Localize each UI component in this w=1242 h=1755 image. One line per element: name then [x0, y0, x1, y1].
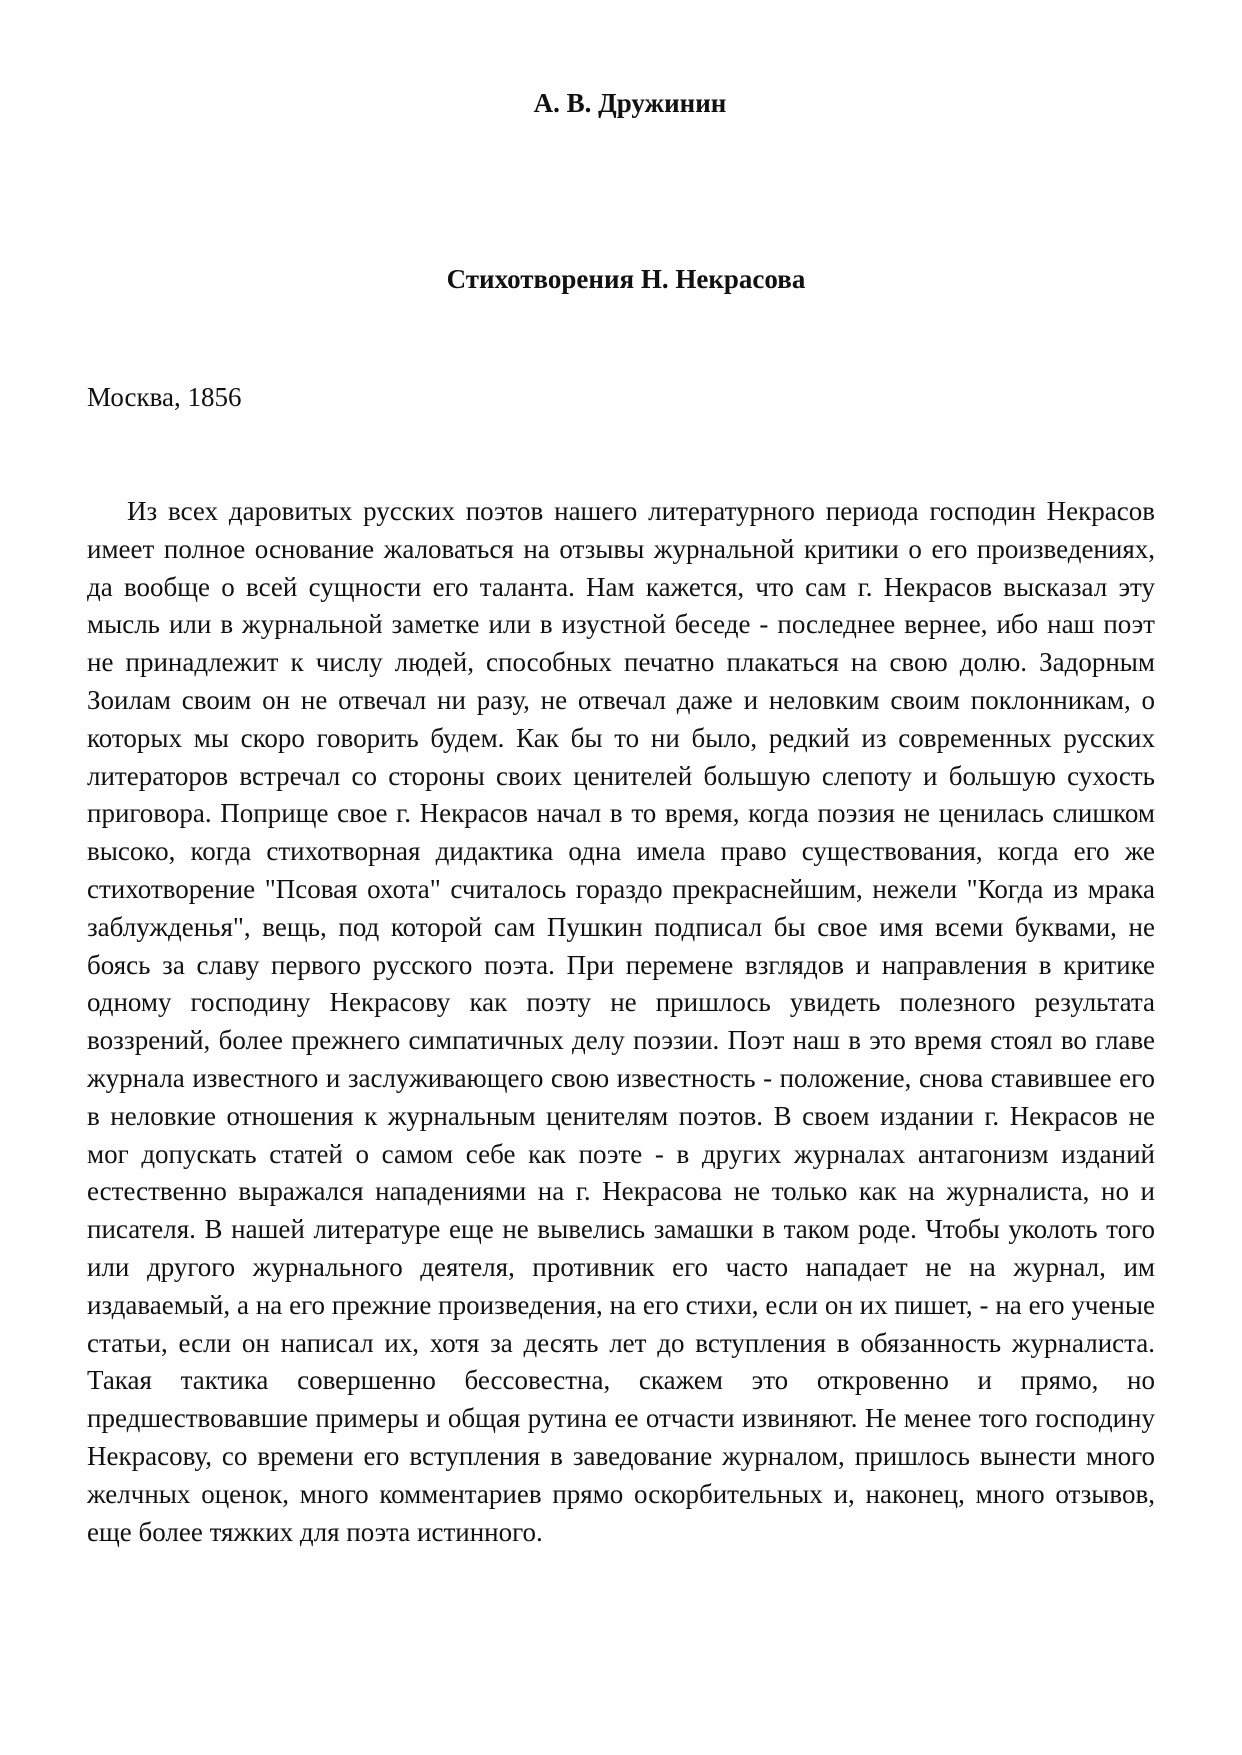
- body-paragraph: Из всех даровитых русских поэтов нашего литературного периода господин Некрасов имеет полное основание жаловаться на отзывы журнальной критики о его произведениях, да вообще о всей сущности его таланта. Нам кажется, что сам г. Некрасов высказал эту мысль или в журнальной заметке или в изустной беседе - последнее вернее, ибо наш поэт не принадлежит к числу людей, способных печатно плакаться на свою долю. Задорным Зоилам своим он не отвечал ни разу, не отвечал даже и неловким своим поклонникам, о которых мы скоро говорить будем. Как бы то ни было, редкий из современных русских литераторов встречал со стороны своих ценителей большую слепоту и большую сухость приговора. Поприще свое г. Некрасов начал в то время, когда поэзия не ценилась слишком высоко, когда стихотворная дидактика одна имела право существования, когда его же стихотворение "Псовая охота" считалось гораздо прекраснейшим, нежели "Когда из мрака заблужденья", вещь, под которой сам Пушкин подписал бы свое имя всеми буквами, не боясь за славу первого русского поэта. При перемене взглядов и направления в критике одному господину Некрасову как поэту не пришлось увидеть полезного результата воззрений, более прежнего симпатичных делу поэзии. Поэт наш в это время стоял во главе журнала известного и заслуживающего свою известность - положение, снова ставившее его в неловкие отношения к журнальным ценителям поэтов. В своем издании г. Некрасов не мог допускать статей о самом себе как поэте - в других журналах антагонизм изданий естественно выражался нападениями на г. Некрасова не только как на журналиста, но и писателя. В нашей литературе еще не вывелись замашки в таком роде. Чтобы уколоть того или другого журнального деятеля, противник его часто нападает не на журнал, им издаваемый, а на его прежние произведения, на его стихи, если он их пишет, - на его ученые статьи, если он написал их, хотя за десять лет до вступления в обязанность журналиста. Такая тактика совершенно бессовестна, скажем это откровенно и прямо, но предшествовавшие примеры и общая рутина ее отчасти извиняют. Не менее того господину Некрасову, со времени его вступления в заведование журналом, пришлось вынести много желчных оценок, много комментариев прямо оскорбительных и, наконец, много отзывов, еще более тяжких для поэта истинного.: [87, 496, 1155, 1547]
- place-and-date: Москва, 1856: [87, 382, 242, 412]
- document-title: Стихотворения Н. Некрасова: [446, 264, 806, 294]
- author-name: А. В. Дружинин: [533, 88, 727, 118]
